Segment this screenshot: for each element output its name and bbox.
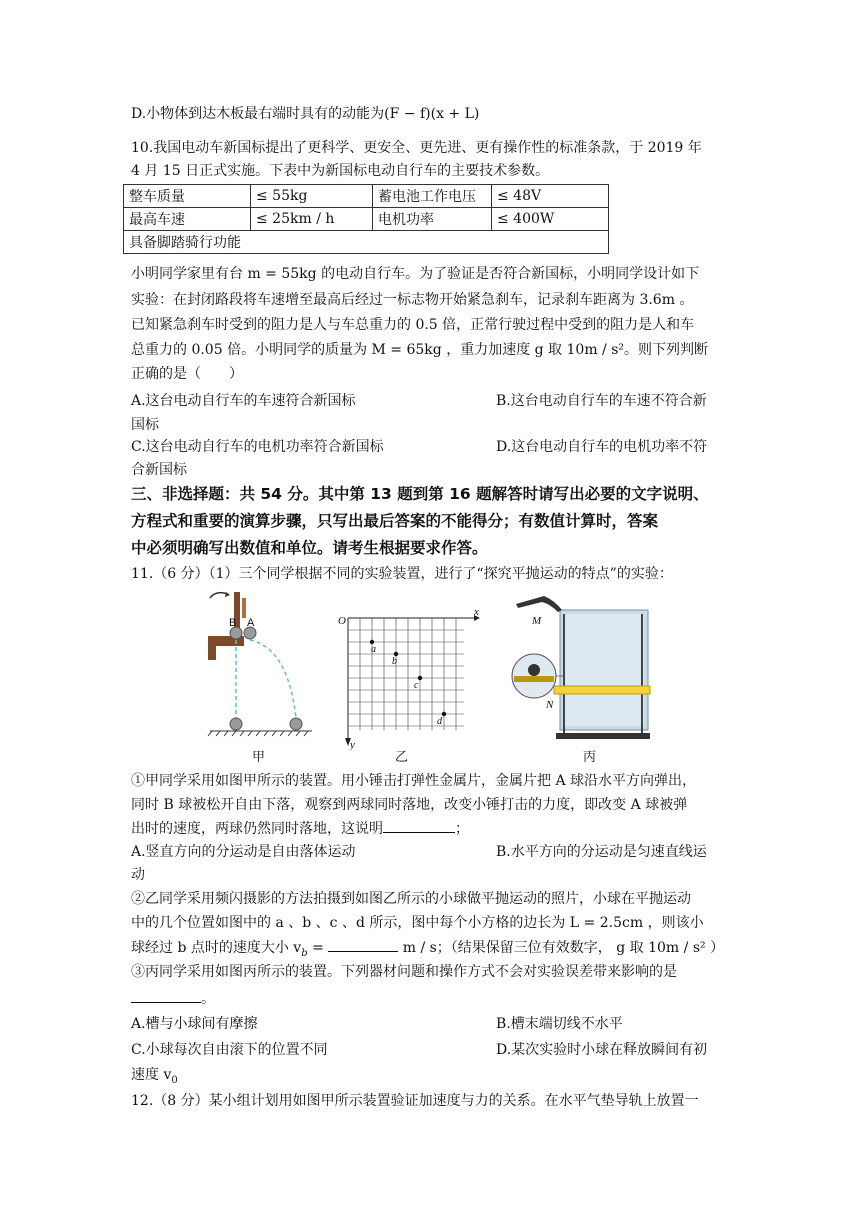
q11-p1-line3 [131,818,469,839]
q11-p3-option-d: D.某次实验时小球在释放瞬间有初 [496,1042,708,1058]
answer-blank[interactable] [131,988,201,1003]
table-cell: 最高车速 [124,208,251,231]
q11-p3-option-d-cont [131,1065,178,1091]
q11-p2-line3-end: m / s；（结果保留三位有效数字， g 取 10m / s² ） [398,940,725,956]
table-row [124,231,609,254]
q10-option-a: A.这台电动自行车的车速符合新国标 [131,393,356,409]
point-d [442,712,446,716]
figure-bing [502,588,662,748]
section3-heading-line2: 方程式和重要的演算步骤，只写出最后答案的不能得分；有数值计算时，答案 [131,512,659,530]
q11-p2-line2: 中的几个位置如图中的 a 、b 、c 、d 所示，图中每个小方格的边长为 L = 2.5cm ，则该小 [131,915,704,931]
table-cell: 电机功率 [373,208,492,231]
q11-p3-line2-end: 。 [201,991,215,1007]
table-cell: ≤ 400W [492,208,609,231]
equals-sign: = [307,940,329,956]
q10-option-c: C.这台电动自行车的电机功率符合新国标 [131,439,384,455]
backboard-paper [564,614,644,726]
q11-p1-option-b-cont: 动 [131,867,145,883]
figure-yi [334,610,484,750]
q11-p1-option-b: B.水平方向的分运动是匀速直线运 [496,844,707,860]
table-cell: ≤ 48V [492,185,609,208]
table-cell: ≤ 25km / h [251,208,373,231]
q12-line1: 12.（8 分）某小组计划用如图甲所示装置验证加速度与力的关系。在水平气垫导轨上放置一 [131,1093,699,1109]
grid [348,618,464,730]
point-b-label: b [392,656,397,667]
table-row [124,185,609,208]
point-c-label: c [414,680,419,691]
q11-p1-line3-end: ； [455,821,469,837]
q11-p1-line2: 同时 B 球被松开自由下落，观察到两球同时落地，改变小锤打击的力度，即改变 A 球被弹 [131,797,688,813]
subscript-b: b [301,947,308,959]
table-row [124,208,609,231]
q11-p1-option-a: A.竖直方向的分运动是自由落体运动 [131,844,356,860]
q10-option-b: B.这台电动自行车的车速不符合新 [496,393,707,409]
figure-jia-caption: 甲 [252,750,266,765]
baffle-bar [554,686,650,694]
section3-heading-line3: 中必须明确写出数值和单位。请考生根据要求作答。 [131,539,488,557]
q10-option-b-cont: 国标 [131,417,159,433]
q10-intro-line2: 4 月 15 日正式实施。下表中为新国标电动自行车的主要技术参数。 [131,163,550,179]
q11-p3-option-b: B.槽末端切线不水平 [496,1016,623,1032]
answer-blank[interactable] [328,937,398,952]
q11-p3-line2 [131,988,215,1009]
table-cell: 蓄电池工作电压 [373,185,492,208]
table-cell: 整车质量 [124,185,251,208]
q11-intro: 11.（6 分）（1）三个同学根据不同的实验装置，进行了“探究平抛运动的特点”的实验： [131,566,673,582]
q10-option-d: D.这台电动自行车的电机功率不符 [496,439,708,455]
table-footer-cell: 具备脚踏骑行功能 [124,231,609,254]
q11-p3-option-a: A.槽与小球间有摩擦 [131,1016,258,1032]
q10-option-d-cont: 合新国标 [131,462,187,478]
q10-intro-line1: 10.我国电动车新国标提出了更科学、更安全、更先进、更有操作性的标准条款，于 2019 年 [131,140,702,156]
point-d-label: d [437,716,442,727]
subscript-0: 0 [171,1074,178,1086]
base [556,733,650,739]
q10-body-line: 正确的是（ ） [131,366,243,382]
q11-p2-line3 [131,937,724,964]
m-label: M [532,615,542,627]
stand-leg [208,646,216,660]
q9-option-d: D.小物体到达木板最右端时具有的动能为(F − f)(x + L) [131,106,480,122]
q10-body-line: 总重力的 0.05 倍。小明同学的质量为 M = 65kg ，重力加速度 g 取 10m / s²。则下列判断 [131,342,709,358]
section3-heading-line1: 三、非选择题：共 54 分。其中第 13 题到第 16 题解答时请写出必要的文字说明、 [131,485,709,503]
q11-p3-option-d-text: 速度 v [131,1067,172,1083]
ground-hatch [208,731,308,736]
slide-track [516,596,562,612]
spec-table [123,184,609,254]
answer-blank[interactable] [383,818,455,833]
q11-p1-line1: ①甲同学采用如图甲所示的装置。用小锤击打弹性金属片，金属片把 A 球沿水平方向弹出， [131,773,697,789]
q11-p2-line1: ②乙同学采用频闪摄影的方法拍摄到如图乙所示的小球做平抛运动的照片，小球在平抛运动 [131,891,691,907]
ball-landed-icon [230,718,242,730]
q11-p2-line3-text: 球经过 b 点时的速度大小 v [131,940,302,956]
zoom-ball-icon [528,664,540,676]
ball-a-label: A [247,617,255,629]
q10-body-line: 已知紧急刹车时受到的阻力是人与车总重力的 0.5 倍，正常行驶过程中受到的阻力是人和车 [131,317,695,333]
q11-p3-line1: ③丙同学采用如图丙所示的装置。下列器材问题和操作方式不会对实验误差带来影响的是 [131,964,677,980]
y-label: y [350,739,355,750]
ball-b-label: B [229,617,237,629]
n-label: N [546,699,554,711]
parabolic-path [250,640,296,718]
metal-sheet [242,598,246,618]
zoom-groove [514,676,554,682]
q10-body-line: 小明同学家里有台 m = 55kg 的电动自行车。为了验证是否符合新国标，小明同学设计如下 [131,266,700,282]
table-cell: ≤ 55kg [251,185,373,208]
figure-jia [198,588,318,748]
q11-p3-option-c: C.小球每次自由滚下的位置不同 [131,1042,328,1058]
origin-label: O [338,615,346,627]
figure-yi-caption: 乙 [395,750,409,765]
point-c [418,676,422,680]
x-label: x [474,610,479,618]
ball-landed-icon [290,718,302,730]
point-a-label: a [371,644,376,655]
q10-body-line: 实验：在封闭路段将车速增至最高后经过一标志物开始紧急刹车，记录刹车距离为 3.6m 。 [131,292,694,308]
hammer-arrow-icon [210,593,228,598]
figure-bing-caption: 丙 [583,750,597,765]
q11-p1-line3-text: 出时的速度，两球仍然同时落地，这说明 [131,821,383,837]
